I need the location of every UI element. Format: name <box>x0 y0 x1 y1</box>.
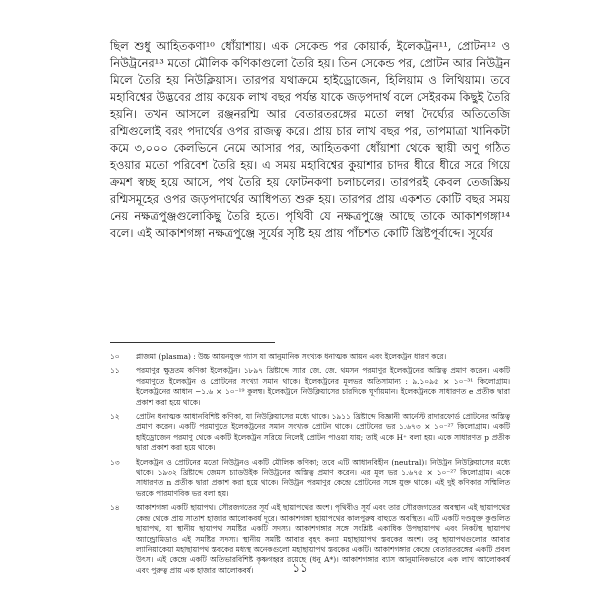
footnote-text: ইলেকট্রন ও প্রোটনের মতো নিউট্রনও একটি মৌলিক কণিকা; তবে এটি আধানবিহীন (neutral)। নিউট্রন নিউক্লিয়াসের মধ্যে থাকে। ১৯৩২ খ্রিষ্টাব্দে জেমস চ্যাডউইক নিউট্রনের অস্তিত্ব প্রমাণ করেন। এর মূল ভর ১.৬৭৫ × ১০⁻²⁷ কিলোগ্রাম। একে সাধারণত n প্রতীক দ্বারা প্রকাশ করা হয়ে থাকে। নিউট্রন পরমাণুর কেন্দ্রে প্রোটনের সঙ্গে যুক্ত থাকে। এই দুই কণিকার সম্মিলিত ভরকে পারমাণবিক ভর বলা হয়। <box>136 457 510 498</box>
footnote-number: ১২ <box>110 412 120 422</box>
page-number: ১১ <box>292 561 308 575</box>
footnote <box>110 366 510 408</box>
footnote <box>110 412 510 454</box>
footnote-number: ১৪ <box>110 503 120 513</box>
footnote-text: প্লাজমা (plasma) : উচ্চ আয়নযুক্ত গ্যাস যা আনুমানিক সংখ্যক ধনাত্মক আয়ন এবং ইলেকট্রন ধারণ করে। <box>136 352 447 361</box>
footnote-number: ১১ <box>110 366 120 376</box>
footnote-number: ১৩ <box>110 457 120 467</box>
footnote-number: ১০ <box>110 352 120 361</box>
footnote-text: পরমাণুর ক্ষুদ্রতম কণিকা ইলেকট্রন। ১৮৯৭ খ্রিষ্টাব্দে স্যার জে. জে. থমসন পরমাণুর ইলেকট্রনের অস্তিত্ব প্রমাণ করেন। একটি পরমাণুতে ইলেকট্রন ও প্রোটনের সংখ্যা সমান থাকে। ইলেকট্রনের মূলভর অতিসামান্য : ৯.১০৯৫ × ১০⁻³¹ কিলোগ্রাম। ইলেকট্রনের আধান −১.৬ × ১০⁻¹⁹ কুলম্ব। ইলেকট্রনে নিউক্লিয়াসের চারদিকে ঘূর্ণায়মান। ইলেকট্রনকে সাধারণত e প্রতীক দ্বারা প্রকাশ করা হয়ে থাকে। <box>136 366 510 407</box>
footnote-text: আকাশগঙ্গা একটি ছায়াপথ। সৌরজগতের সূর্য এই ছায়াপথের অংশ। পৃথিবীও সূর্য এবং তার সৌরজগতের অবস্থান এই ছায়াপথের কেন্দ্র থেকে প্রায় সাতাশ হাজার আলোকবর্ষ দূরে। আকাশগঙ্গা ছায়াপথের কালপুরুষ বাহুতে অবস্থিত। এটি একটি দণ্ডযুক্ত কুণ্ডলিত ছায়াপথ, যা স্থানীয় ছায়াপথ সমষ্টির একটি সদস্য। আকাশগঙ্গার সঙ্গে সংশ্লিষ্ট একাধিক উপছায়াপথ এবং নিকটস্থ ছায়াপথ অ্যান্ড্রোমিডাও এই সমষ্টির সদস্য। স্থানীয় সমষ্টি আবার বৃহৎ কন্যা মহাছায়াপথ স্তবকের অংশ। তবু ছায়াপথগুলোর আবার ল্যানিয়াকেয়া মহাছায়াপথ স্তবকের মধ্যস্থ অনেকগুলো মহাছায়াপথ স্তবকের একটি। আকাশগঙ্গার কেন্দ্রে বেতারতরঙ্গের একটি প্রবল উৎস। এই কেন্দ্রে একটি অতিভারবিশিষ্ট কৃষ্ণগহ্বর রয়েছে (ধনু A*)। আকাশগঙ্গার ব্যাস আনুমানিকভাবে এক লাখ আলোকবর্ষ এবং পুরুত্ব প্রায় এক হাজার আলোকবর্ষ। <box>136 503 510 575</box>
footnote <box>110 458 510 500</box>
footnote-separator <box>110 342 275 343</box>
footnote <box>110 352 510 362</box>
footnote-text: প্রোটন ধনাত্মক আধানবিশিষ্ট কণিকা, যা নিউক্লিয়াসের মধ্যে থাকে। ১৯১১ খ্রিষ্টাব্দে বিজ্ঞানী আর্নেস্ট রাদারফোর্ড প্রোটনের অস্তিত্ব প্রমাণ করেন। একটি পরমাণুতে ইলেকট্রনের সমান সংখ্যক প্রোটন থাকে। প্রোটনের ভর ১.৬৭৩ × ১০⁻²⁷ কিলোগ্রাম। একটি হাইড্রোজেন পরমাণু থেকে একটি ইলেকট্রন সরিয়ে নিলেই প্রোটন পাওয়া যায়; তাই একে H⁺ বলা হয়। একে সাধারণত p প্রতীক দ্বারা প্রকাশ করা হয়ে থাকে। <box>136 412 510 453</box>
body-paragraph: ছিল শুধু আহিতকণা¹⁰ ধোঁয়াশায়। এক সেকেন্ড পর কোয়ার্ক, ইলেকট্রন¹¹, প্রোটন¹² ও নিউট্রনের¹³ মতো মৌলিক কণিকাগুলো তৈরি হয়। তিন সেকেন্ড পর, প্রোটন আর নিউট্রন মিলে তৈরি হয় নিউক্লিয়াস। তারপর যথাক্রমে হাইড্রোজেন, হিলিয়াম ও লিথিয়াম। তবে মহাবিশ্বের উদ্ভবের প্রায় কয়েক লাখ বছর পর্যন্ত যাকে জড়পদার্থ বলে সেইরকম কিছুই তৈরি হয়নি। তখন আসলে রঞ্জনরশ্মি আর বেতারতরঙ্গের মতো লম্বা দৈর্ঘ্যের অতিতেজি রশ্মিগুলোই বরং পদার্থের ওপর রাজত্ব করে। প্রায় চার লাখ বছর পর, তাপমাত্রা খানিকটা কমে ৩,০০০ কেলভিনে নেমে আসার পর, আহিতকণা ধোঁয়াশা থেকে স্থায়ী অণু গঠিত হওয়ার মতো পরিবেশ তৈরি হয়। এ সময় মহাবিশ্বের কুয়াশার চাদর ধীরে ধীরে সরে গিয়ে ক্রমশ স্বচ্ছ হয়ে আসে, পথ তৈরি হয় ফোটনকণা চলাচলের। তারপরই কেবল তেজস্ক্রিয় রশ্মিসমূহের ওপর জড়পদার্থের আধিপত্য শুরু হয়। তারপর প্রায় একশত কোটি বছর সময় নেয় নক্ষত্রপুঞ্জগুলোকিছু তৈরি হতে। পৃথিবী যে নক্ষত্রপুঞ্জে আছে তাকে আকাশগঙ্গা¹⁴ বলে। এই আকাশগঙ্গা নক্ষত্রপুঞ্জে সূর্যের সৃষ্টি হয় প্রায় পাঁচশত কোটি খ্রিষ্টপূর্বাব্দে। সূর্যের <box>110 39 510 240</box>
footnotes <box>110 352 510 580</box>
